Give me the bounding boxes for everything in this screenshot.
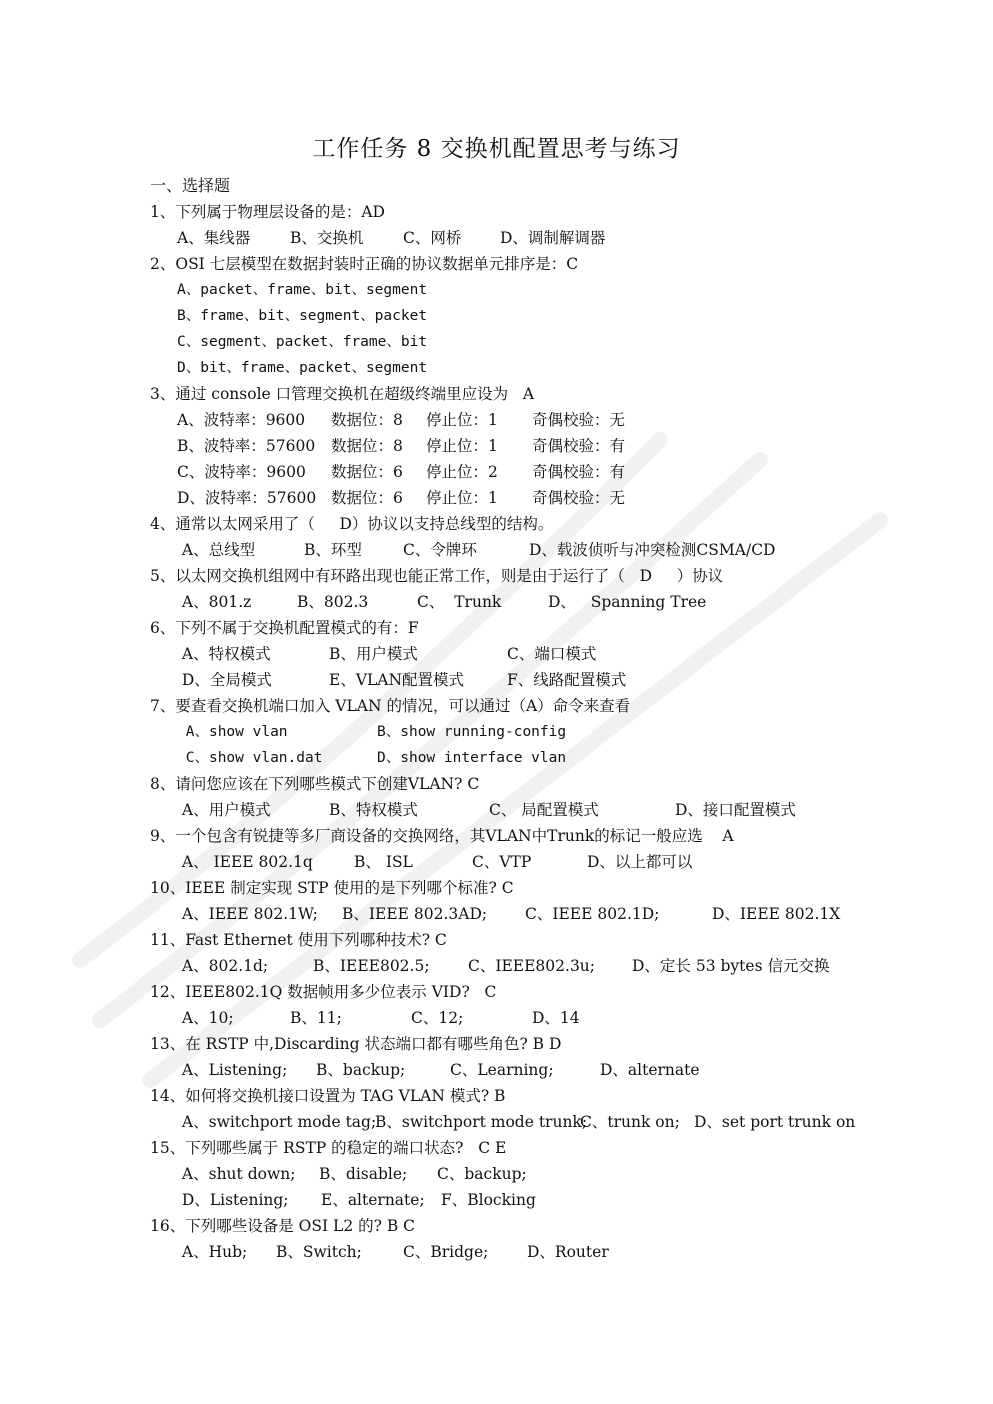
option: A、shut down; [177,1165,296,1183]
option: D、定长 53 bytes 信元交换 [632,957,830,975]
option-row [150,537,870,563]
question-text: 7、要查看交换机端口加入 VLAN 的情况，可以通过（A）命令来查看 [150,697,631,715]
option-row [150,459,870,485]
option: 数据位：6 [331,463,403,481]
option: A、801.z [177,593,252,611]
question-text: 8、请问您应该在下列哪些模式下创建VLAN? C [150,775,480,793]
option: A、show vlan [177,724,288,740]
question-text: 11、Fast Ethernet 使用下列哪种技术? C [150,931,447,949]
option: C、 Trunk [417,593,502,611]
option: C、IEEE 802.1D; [525,905,660,923]
option: A、总线型 [177,541,256,559]
option: A、switchport mode tag; [177,1113,377,1131]
option: D、全局模式 [177,671,272,689]
option-row [150,745,870,771]
option: A、802.1d; [177,957,269,975]
option: 数据位：8 [331,437,403,455]
option: D、bit、frame、packet、segment [177,360,428,376]
option: C、trunk on; [580,1113,680,1131]
option: B、disable; [319,1165,408,1183]
option: D、载波侦听与冲突检测CSMA/CD [529,541,776,559]
option: B、Switch; [276,1243,362,1261]
option: C、 局配置模式 [489,801,599,819]
question-text: 14、如何将交换机接口设置为 TAG VLAN 模式? B [150,1087,506,1105]
question-text: 10、IEEE 制定实现 STP 使用的是下列哪个标准? C [150,879,514,897]
option: B、 ISL [354,853,413,871]
option: 停止位：2 [426,463,498,481]
option: D、IEEE 802.1X [712,905,841,923]
option: C、端口模式 [507,645,597,663]
option: 停止位：1 [426,411,498,429]
question-text: 3、通过 console 口管理交换机在超级终端里应设为 A [150,385,535,403]
question-text: 5、以太网交换机组网中有环路出现也能正常工作，则是由于运行了（ D ）协议 [150,567,724,585]
option: F、Blocking [441,1191,536,1209]
option-row [150,277,870,303]
option-row [150,329,870,355]
option: B、波特率：57600 [177,437,316,455]
option: B、交换机 [290,229,364,247]
question-text: 15、下列哪些属于 RSTP 的稳定的端口状态? C E [150,1139,507,1157]
option: B、show running-config [377,724,567,740]
question-text: 9、一个包含有锐捷等多厂商设备的交换网络，其VLAN中Trunk的标记一般应选 A [150,827,734,845]
option: B、用户模式 [329,645,418,663]
option: D、Listening; [177,1191,289,1209]
option-row [150,589,870,615]
option: C、波特率：9600 [177,463,306,481]
option: F、线路配置模式 [507,671,627,689]
option: B、IEEE802.5; [313,957,430,975]
option: D、14 [532,1009,580,1027]
option: B、环型 [304,541,362,559]
option-row [150,719,870,745]
option: C、网桥 [403,229,462,247]
option-row [150,797,870,823]
option: D、接口配置模式 [675,801,796,819]
option: D、 Spanning Tree [548,593,707,611]
option: A、Hub; [177,1243,248,1261]
option: A、10; [177,1009,234,1027]
option: B、backup; [316,1061,406,1079]
option: C、segment、packet、frame、bit [177,334,428,350]
option-row [150,303,870,329]
option-row [150,1161,870,1187]
option: D、以上都可以 [587,853,693,871]
option: E、VLAN配置模式 [329,671,465,689]
option-row [150,901,870,927]
question-text: 16、下列哪些设备是 OSI L2 的? B C [150,1217,416,1235]
option: A、用户模式 [177,801,271,819]
option-row [150,1239,870,1265]
option: D、show interface vlan [377,750,567,766]
option-row [150,225,870,251]
option: D、Router [527,1243,609,1261]
option: 奇偶校验：有 [532,463,626,481]
option-row [150,1005,870,1031]
section-heading: 一、选择题 [150,176,231,195]
option: D、波特率：57600 [177,489,317,507]
option: A、packet、frame、bit、segment [177,282,428,298]
option-row [150,485,870,511]
question-text: 6、下列不属于交换机配置模式的有：F [150,619,419,637]
question-list [150,199,870,1265]
option: B、frame、bit、segment、packet [177,308,428,324]
question-text: 2、OSI 七层模型在数据封装时正确的协议数据单元排序是：C [150,255,579,273]
question-text: 12、IEEE802.1Q 数据帧用多少位表示 VID? C [150,983,497,1001]
option: C、VTP [472,853,532,871]
option: C、show vlan.dat [177,750,323,766]
option: 数据位：6 [331,489,403,507]
option: A、Listening; [177,1061,288,1079]
option-row [150,849,870,875]
question-text: 13、在 RSTP 中,Discarding 状态端口都有哪些角色? B D [150,1035,562,1053]
option: B、11; [290,1009,342,1027]
option-row [150,1057,870,1083]
option: B、IEEE 802.3AD; [342,905,488,923]
option: 奇偶校验：无 [532,489,626,507]
option: A、特权模式 [177,645,271,663]
option: D、set port trunk on [694,1113,856,1131]
option: 停止位：1 [426,437,498,455]
option: A、集线器 [177,229,251,247]
option: C、Bridge; [403,1243,489,1261]
option: 停止位：1 [426,489,498,507]
option-row [150,407,870,433]
option-row [150,433,870,459]
option-row [150,355,870,381]
option-row [150,1187,870,1213]
option: 奇偶校验：有 [532,437,626,455]
option-row [150,667,870,693]
option: B、802.3 [297,593,369,611]
option: B、switchport mode trunk; [375,1113,588,1131]
option: C、backup; [437,1165,527,1183]
question-text: 1、下列属于物理层设备的是：AD [150,203,385,221]
option: B、特权模式 [329,801,418,819]
option: C、令牌环 [403,541,477,559]
option: D、调制解调器 [500,229,606,247]
question-text: 4、通常以太网采用了（ D）协议以支持总线型的结构。 [150,515,554,533]
option-row [150,1109,870,1135]
option: 奇偶校验：无 [532,411,626,429]
option: A、波特率：9600 [177,411,306,429]
option-row [150,641,870,667]
option: C、IEEE802.3u; [468,957,596,975]
option: C、12; [411,1009,464,1027]
option-row [150,953,870,979]
option: C、Learning; [450,1061,554,1079]
option: A、 IEEE 802.1q [177,853,313,871]
option: D、alternate [600,1061,700,1079]
option: A、IEEE 802.1W; [177,905,318,923]
option: 数据位：8 [331,411,403,429]
option: E、alternate; [321,1191,425,1209]
page-title: 工作任务 8 交换机配置思考与练习 [312,136,681,162]
